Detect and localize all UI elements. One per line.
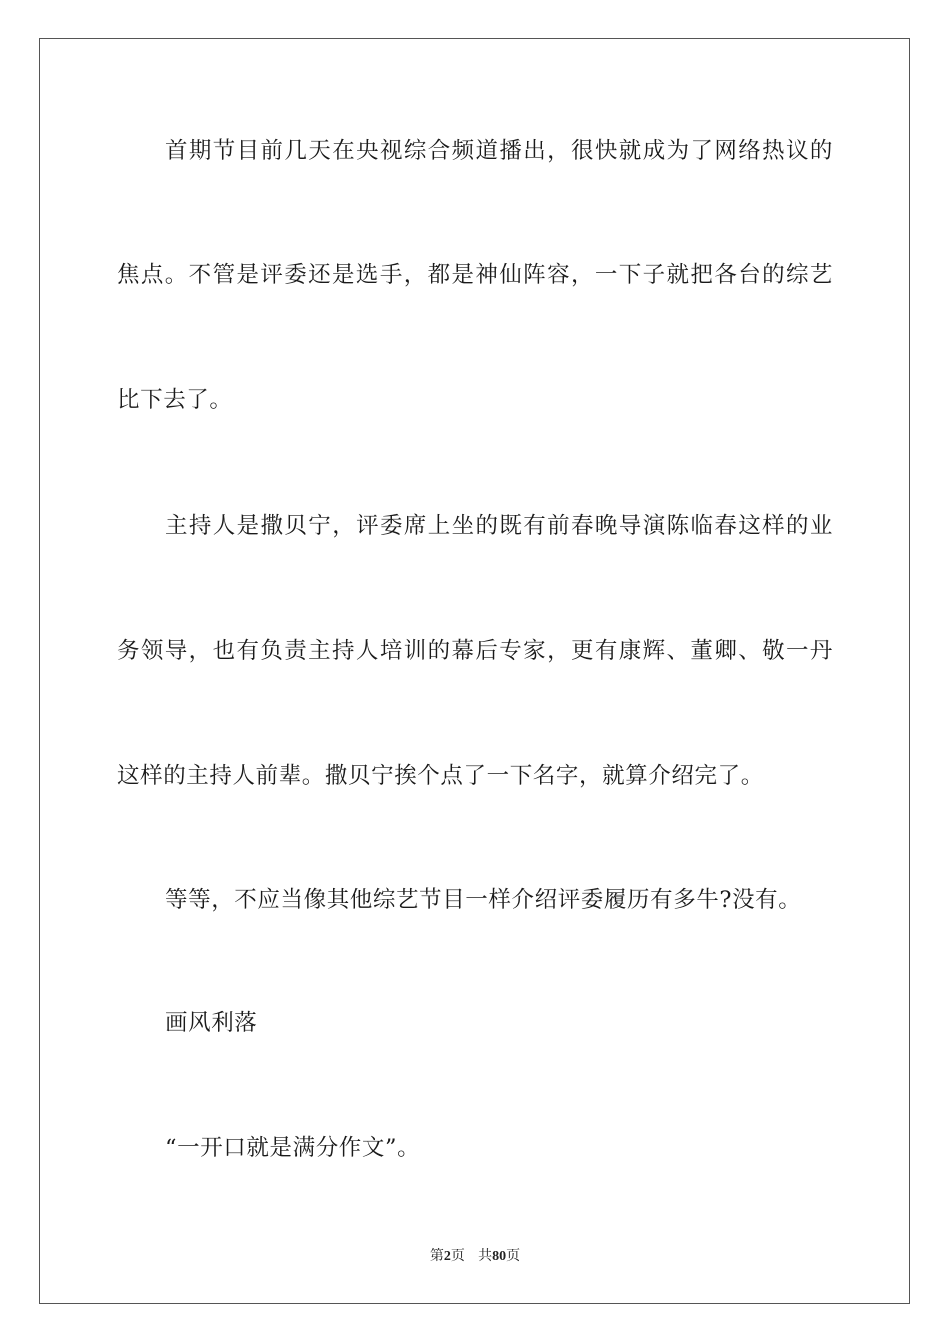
paragraph-1-line-1: 首期节目前几天在央视综合频道播出，很快就成为了网络热议的 (165, 138, 833, 164)
paragraph-2-line-3: 这样的主持人前辈。撒贝宁挨个点了一下名字，就算介绍完了。 (117, 763, 764, 789)
footer-prefix: 第 (429, 1248, 444, 1264)
paragraph-3-line-1: 等等，不应当像其他综艺节目一样介绍评委履历有多牛?没有。 (165, 887, 802, 913)
page-border (39, 38, 910, 1304)
total-page-count: 80 (492, 1249, 507, 1264)
page-number-footer (0, 1247, 950, 1266)
paragraph-2-line-1: 主持人是撒贝宁，评委席上坐的既有前春晚导演陈临春这样的业 (165, 513, 833, 539)
paragraph-1-line-3: 比下去了。 (117, 387, 233, 413)
paragraph-1-line-2: 焦点。不管是评委还是选手，都是神仙阵容，一下子就把各台的综艺 (117, 262, 833, 288)
footer-suffix: 页 (506, 1248, 521, 1264)
section-heading: 画风利落 (165, 1010, 258, 1036)
footer-middle: 页 共 (450, 1248, 493, 1264)
paragraph-2-line-2: 务领导，也有负责主持人培训的幕后专家，更有康辉、董卿、敬一丹 (117, 638, 833, 664)
paragraph-4-line-1: “一开口就是满分作文”。 (165, 1135, 421, 1161)
current-page-number: 2 (443, 1249, 451, 1264)
